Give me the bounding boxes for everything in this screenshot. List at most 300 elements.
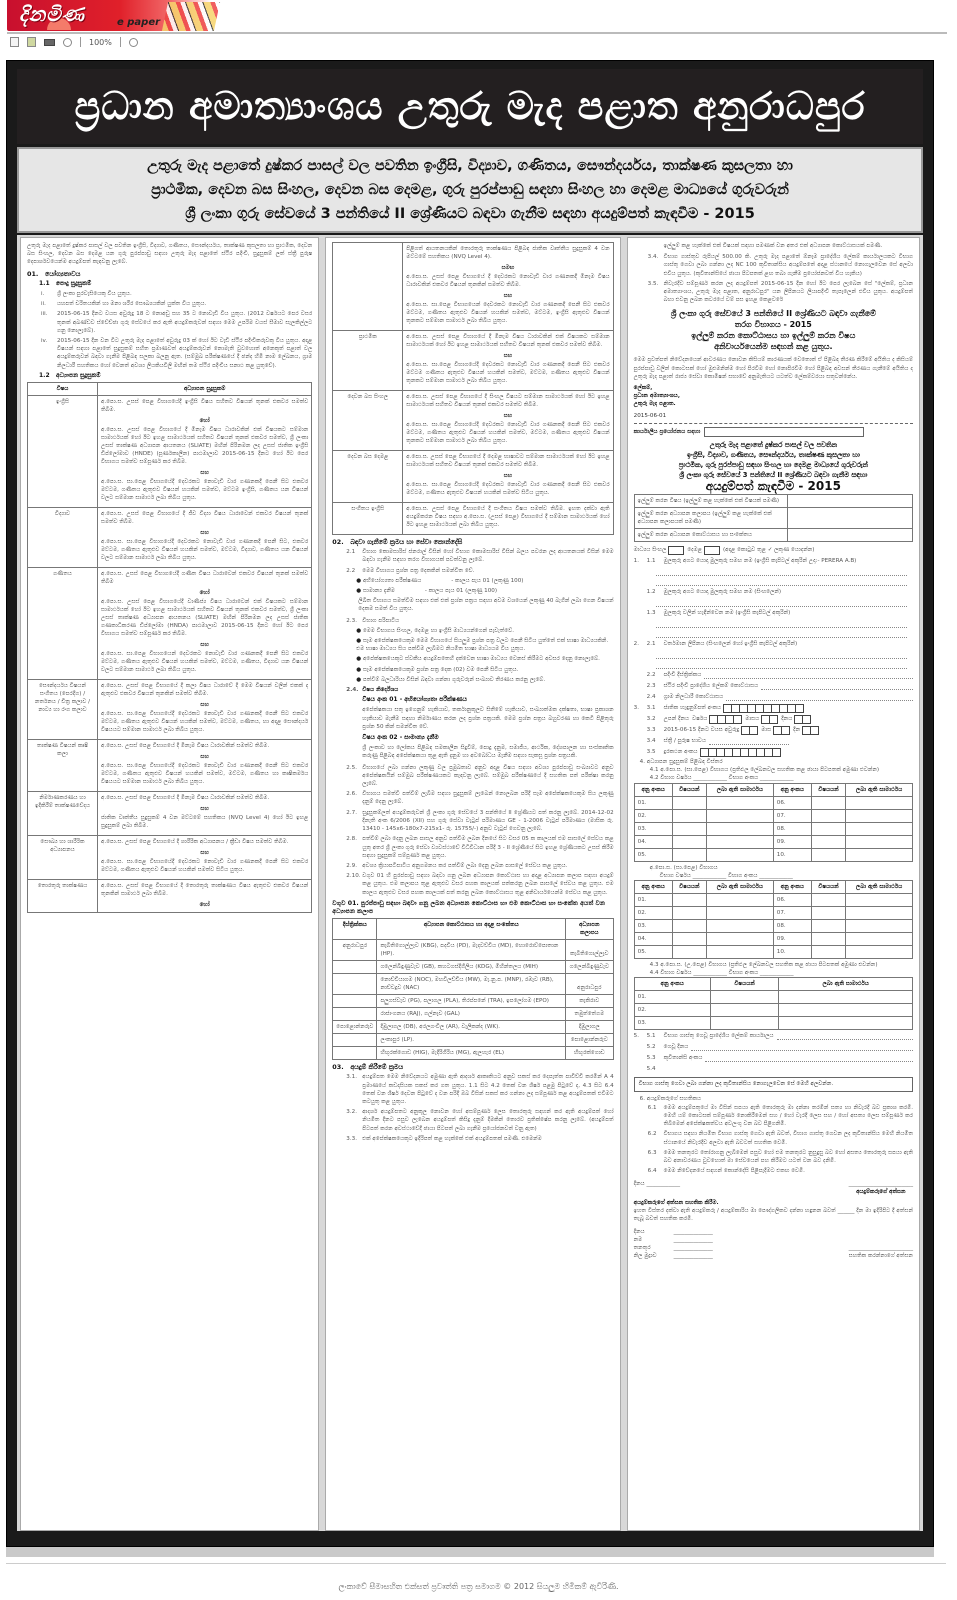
character-boxes[interactable] [701, 748, 781, 757]
qualification-text: අ.පො.ස. උසස් පෙළ විභාගයේදී ඉංග්‍රීසි විෂය සහිතව විෂයන් තුනක් එකවර සමත්ව තිබීම. [101, 399, 309, 414]
grade-input[interactable] [707, 933, 774, 946]
ol-results-table-2 [634, 880, 913, 959]
index-cell: 09. [773, 835, 811, 848]
table-header: ලබා ඇති සාමාර්ථය [846, 881, 913, 894]
form-field [634, 556, 913, 566]
qualification-text: අ.පො.ස. උසස් පෙළ විභාගයේදී වාණිජ්‍ය විෂය ධාරාවෙන් එක් විෂයකට සම්මාන සාමාර්ථයක් හෝ ඊට ඉහළ සාමාර්ථයක් සහිතව විෂයන් තුනක් එකවර සමත්ව, ශ්‍රී ලංකා උසස් තාක්ෂණ අධ්‍යාපන ආයතනය (SLIATE) මඟින් පිරිනමන ලද උසස් ජාතික ගණකාධිකරණ ඩිප්ලෝමා (HNDA) පාඨමාලාව 2015-06-15 දිනට හෝ ඊට පෙර විභාගය සමත්ව සම්පූර්ණ කර තිබීම. [101, 599, 309, 638]
table-row [28, 680, 312, 740]
qualification-text: අ.පො.ස. උසස් පෙළ විභාගයේදී ගණිත විෂය ධාරාවෙන් එකවර විෂයන් තුනක් සමත්ව තිබීම [101, 571, 309, 586]
district-cell [333, 995, 377, 1008]
subsection-heading: 1.1 පොදු සුදුසුකම් [39, 279, 92, 287]
index-cell: 07. [773, 809, 811, 822]
zoom-level: 100% [89, 37, 112, 47]
field-label: දුරකථන අංකය [663, 748, 698, 755]
item-number: 2.2 [346, 567, 356, 574]
item-text: මෙම විභාගය ප්‍රශ්න පත්‍ර දෙකකින් සමන්විත වේ. [362, 567, 475, 574]
column-3 [627, 237, 920, 1531]
site-header [0, 0, 957, 32]
office-use-label: කාර්යාලීය ප්‍රයෝජනය සඳහා [633, 428, 701, 435]
qualification-cell [98, 680, 312, 740]
grade-input[interactable] [707, 835, 774, 848]
subject-input[interactable] [672, 809, 706, 822]
attester-input-line[interactable]: ______________ [673, 1253, 713, 1260]
subject-input[interactable] [811, 835, 845, 848]
field-label: උපන් දිනය [663, 715, 690, 722]
input-cell[interactable] [787, 529, 912, 542]
table-row [634, 809, 912, 822]
second-sitting-label: අ.පො.ස. (සා.පෙළ) විභාගය [649, 864, 718, 871]
attester-field-label: නිල මුද්‍රාව [633, 1253, 657, 1260]
continued-text: ඉල්ලුම් කළ හැක්කේ එක් විෂයක් සඳහා පමණක් වන අතර එක් අධ්‍යාපන කොට්ඨාසයක් පමණි. [663, 243, 883, 249]
field-label: ස්ථිර පදිංචි ප්‍රාදේශීය ලේකම් කොට්ඨාසය [663, 682, 759, 689]
item-number: 3.4. [647, 254, 659, 261]
field-input-line[interactable] [656, 660, 907, 669]
qualification-cell [98, 836, 312, 880]
table-header: අධ්‍යාපන කොට්ඨාසය හා අදාළ සංකේතය [377, 919, 566, 940]
declaration-item [648, 1104, 913, 1129]
subject-cell: සෞන්දර්යය විෂයන් සංගීතය (පෙරදිග) / නර්තනය / චිත්‍ර කලාව / නාට්‍ය හා රංග කලාව [28, 680, 98, 740]
section-heading: 01. යෝග්‍යතාවය [27, 269, 81, 278]
qualification-text: අ.පො.ස. උසස් පෙළ විභාගයේ දී සංගීතය විෂය සමත්ව තිබීම. ඉහත දක්වා ඇති අයදුම්කරන විෂය සඳහා අ.පො.ස. (උසස් පෙළ) විභාගයේ දී සම්මාන සාමාර්ථයක් හෝ ඊට ඉහළ සාමාර්ථයක් ලබා තිබිය යුතුය. [406, 506, 610, 528]
field-subnumber: 3.5 [646, 748, 656, 755]
qualification-text: අ.පො.ස. උසස් පෙළ විභාගයේ දී දෙවරකට නොවැඩි වාර ගණනකදී මිනැම විෂය ධාරාවකින් එකවර විෂයන් තුනකින් සමත්ව තිබීම. [406, 274, 610, 288]
subject-input[interactable] [672, 920, 706, 933]
table-header: අනු අංකය [773, 881, 811, 894]
paper-name: සාමාන්‍ය දැනීම [362, 588, 395, 595]
subject-input[interactable] [672, 907, 706, 920]
conjunction: සහ [200, 806, 209, 813]
newspaper-stack-graphic [162, 2, 220, 31]
table-row [28, 568, 312, 680]
copyright-notice: ලංකාවේ සීමාසහිත එක්සත් ප්‍රවෘත්ති පත්‍ර සමාගම © 2012 සියලුම හිමිකම් ඇවිරිණි. [338, 1582, 619, 1591]
attestation-text: ඉහත විස්තර දක්වා ඇති අයදුම්කරු / අයදුම්කාරිය මා පෞද්ගලිකව දන්නා හඳුනන බවත් ______ දින මා ඉදිරිපිට දී අත්සන් තැබූ බවත් සහතික කරමි. [633, 1208, 913, 1223]
divisions-cell: ලංකාපුර (LP). [377, 1034, 566, 1047]
table-row [333, 391, 613, 451]
notice-line: තරග විභාගය - 2015 [734, 320, 812, 330]
input-cell[interactable] [787, 508, 912, 529]
index-cell: 01. [634, 991, 710, 1004]
table-row [634, 1004, 912, 1017]
box-group-label: මාසය [745, 715, 760, 722]
character-boxes[interactable] [710, 715, 742, 724]
subject-input[interactable] [672, 835, 706, 848]
field-label: ග්‍රාම නිලධාරී කොට්ඨාසය [663, 693, 724, 700]
field-label: මුලකුරු අගට යොදා මුලකුරු සමඟ නම (ඉංග්‍රීසි කැපිටල් අකුරින් උදා:- PERERA A.B) [663, 557, 857, 564]
section-heading: 02. බඳවා ගැනීමේ ක්‍රමය හා සේවා කොන්දේසි [332, 538, 463, 546]
item-text: එක් අපේක්ෂකයෙකුට ඉදිරිපත් කළ හැක්කේ එක් අයදුම්පතක් පමණි. එමෙන්ම [362, 1135, 542, 1142]
subject-input[interactable] [710, 1004, 779, 1017]
applicant-signature-label: අයදුම්කරුගේ අත්සන [856, 1188, 906, 1195]
grade-input[interactable] [779, 1017, 913, 1030]
attester-field-label: නම [633, 1236, 643, 1243]
subheading-line: ශ්‍රී ලංකා ගුරු සේවයේ 3 පන්තියේ II ශ්‍රේණියට බඳවා ගැනීම සඳහා අයදුම්පත් කැඳවීම - 2015 [185, 206, 755, 222]
index-cell: 02. [634, 907, 672, 920]
toolbar-separator [120, 37, 121, 47]
grade-input[interactable] [846, 796, 913, 809]
field-input-line[interactable] [704, 671, 913, 679]
attester-field [634, 1244, 713, 1252]
list-item [41, 337, 312, 370]
divisions-cell: දිඹුලාගල (DB), අරලගංවිල (AR), වැලිකන්ද (WK). [377, 1021, 566, 1034]
bullet-item: ● මෙම විභාගය සිංහල, දෙමළ හා ඉංග්‍රීසි මාධ්‍යයන්ගෙන් පැවැත්වේ. [356, 627, 613, 635]
subject-cell: ප්‍රාථමික [333, 331, 403, 391]
subject-input[interactable] [811, 809, 845, 822]
masthead-title: ප්‍රධාන අමාත්‍යාංශය උතුරු මැද පළාත අනුරාධපුර [74, 84, 866, 128]
field-input-line[interactable] [656, 629, 907, 638]
applicant-signature-row: දිනය ____________ _______________________ අයදුම්කරුගේ අත්සන [633, 1180, 913, 1195]
field-label: කුවිතාන්සි අංකය [663, 1055, 703, 1062]
item-text: මෙම තනතුරට තෝරාගනු ලැබීමෙන් පසුව හෝ එම තනතුරට නුසුදුසු බව හෝ අසත්‍ය තොරතුරු සපයා ඇති බව අනාවරණය වුවහොත් මා සේවයෙන් පහ කිරීමට යටත් වන බව දනිමි. [663, 1149, 913, 1165]
toolbar-separator [80, 37, 81, 47]
divisions-cell: හිඟුරක්ගොඩ (HIG), මැදිරිගිරිය (MG), ඇලහැර (EL) [377, 1047, 566, 1060]
index-cell: 04. [634, 835, 672, 848]
attester-field [634, 1252, 713, 1260]
notice-line: ශ්‍රී ලංකා ගුරු සේවයේ 3 පන්තියේ II ශ්‍රේණියට බඳවා ගැනීමේ [670, 309, 876, 319]
section-heading: 03. අයදුම් කිරීමේ ක්‍රමය [332, 1063, 404, 1072]
item-text: අයදුම්පත මෙම නිවේදනයට අමුණා ඇති ආදර්ශ ආකෘතියට අනුව සකස් කර දෙපැත්ත පාවිච්චි කරමින් A 4 ප්‍රමාණයේ කඩදාසියක සකස් කර ගත යුතුය. 1.1 සිට 4.2 තෙක් වන ශීර්ෂ පළමු පිටුවේ ද, 4.3 සිට 6.4 තෙක් වන ශීර්ෂ දෙවන පිටුවේ ද වන පරිදි ඔබ විසින් සකස් කර ගන්නා ලද සම්පූර්ණ කළ අයදුම්පතක් එවීමට කටයුතු කළ යුතුය. [362, 1074, 614, 1105]
box-group-label: වර්ෂය [692, 715, 708, 722]
subject-input[interactable] [672, 894, 706, 907]
item-text: යහපත් චරිතයකින් හා මනා ශරීර සෞඛ්‍යයකින් යුක්ත විය යුතුය. [57, 301, 207, 308]
qualification-cell [403, 243, 613, 331]
divisions-cell: රාජාංගනය (RAJ), ගල්නෑව (GAL) [377, 1008, 566, 1021]
page-bottom-scrollbar[interactable] [6, 1547, 934, 1557]
qualification-cell [98, 396, 312, 508]
medium-sinhala-checkbox[interactable] [669, 546, 684, 555]
subject-input[interactable] [710, 991, 779, 1004]
item-number: 2.5. [346, 764, 357, 771]
table-row [333, 243, 613, 331]
table-row [634, 933, 912, 946]
declaration-item [648, 1149, 913, 1165]
grade-input[interactable] [846, 822, 913, 835]
table-row [28, 508, 312, 568]
list-item [41, 300, 312, 308]
subject-cell: දෙවන බස දෙමළ [333, 451, 403, 503]
table-header: අධ්‍යාපන කලාපය [565, 919, 613, 940]
form-field [634, 703, 913, 713]
item-number: 6.1 [647, 1104, 657, 1111]
table-header: ලබා ඇති සාමාර්ථය [779, 978, 913, 991]
list-item [41, 290, 312, 298]
character-boxes[interactable] [803, 726, 819, 735]
item-number: iii. [41, 311, 48, 318]
subject-input[interactable] [811, 894, 845, 907]
attester-input-line[interactable]: ______________ [673, 1236, 713, 1243]
form-field [634, 670, 913, 680]
item-number: 2.8. [346, 836, 357, 843]
qualification-text: අ.පො.ස. උසස් පෙළ විභාගයේ දී දෙමළ භාෂාවට සම්මාන සාමාර්ථයක් හෝ ඊට ඉහළ සාමාර්ථයක් සහිතව විෂයන් තුනක් එකවර සමත්ව තිබීම. [406, 454, 610, 468]
receipt-paste-box[interactable]: විභාග ගාස්තු ගෙවා ලබා ගන්නා ලද කුවිතාන්සිය නොගැලවෙන සේ මෙහි අලවන්න. [634, 1077, 913, 1091]
field-input-line[interactable] [656, 598, 907, 607]
subject-input[interactable] [672, 946, 706, 959]
character-boxes[interactable] [742, 726, 758, 735]
masthead [17, 69, 923, 144]
form-field [634, 725, 913, 735]
qualification-text: ජාතික වෘත්තීය සුදුසුකම් 4 වන මට්ටමේ සහතිකය (NVQ Level 4) හෝ ඊට ඉහළ සුදුසුකම් ලබා තිබීම. [101, 815, 309, 830]
table-row [333, 451, 613, 503]
character-boxes[interactable] [795, 715, 811, 724]
zone-cell: දිඹුලාගල [565, 1021, 613, 1034]
table-row [333, 1021, 613, 1034]
qualification-text: අ.පො.ස. උසස් පෙළ විභාගයේ දී මිනැම විෂය ධාරාවකින් එක් විෂයකට සම්මාන සාමාර්ථයක් හෝ ඊට ඉහළ සාමාර්ථයක් සහිතව විෂයන් තුනක් එකවර සමත්ව, ශ්‍රී ලංකා උසස් තාක්ෂණ අධ්‍යාපන ආයතනය (SLIATE) මඟින් පිරිනමන ලද උසස් ජාතික ඉංග්‍රීසි ඩිප්ලෝමාව (HNDE) (පූර්ණකාලීන) පාඨමාලාව 2015-06-15 දිනට හෝ ඊට පෙර විභාගය සමත්ව සම්පූර්ණ කර තිබීම. [101, 427, 309, 466]
form-title: අයදුම්පත් කැඳවීම - 2015 [705, 478, 841, 493]
field-input-line[interactable] [709, 737, 789, 745]
form-field [634, 1031, 913, 1041]
exam-paper-item [356, 577, 613, 585]
field-input-line[interactable] [777, 1032, 913, 1040]
form-field [634, 736, 913, 746]
qualification-text: අ.පො.ස. සා.පෙළ විභාගයෙන් දෙවරකට නොවැඩි වාර ගණනකදී පෙනී සිට එකවර මට්ටම, ගණිතය ඇතුළුව විෂයන් හයකින් සමත්ව, මට්ටම, ඉංග්‍රීසි ඇතුළුව විෂයන් තුනකට සම්මාන සාමාර්ථ ලබා තිබිය යුතුය. [406, 302, 610, 324]
attester-field-label: තනතුර [633, 1244, 651, 1251]
item-text: ආදර්ශ අයදුම්පතට අනුකූල නොවන හෝ අසම්පූර්ණ ලෙස තොරතුරු සඳහන් කර ඇති අයදුම්පත් හෝ නියමිත දිනට පසුව ලැබෙන අයදුම්පත් කිසිදු දැනුම් දීමකින් තොරව ප්‍රතික්ෂේප කරනු ලැබේ. (අයදුම්පත් පිටපත් කරන අවස්ථාවේදී ඡායා පිටපත් ලබා ගැනීම ප්‍රයෝජනවත් වනු ඇත) [362, 1109, 614, 1132]
divisions-cell: පලුගස්වැව (PG), පලාගල (PLA), තිරප්පනේ (TRA), ඉපලෝගම (EPO) [377, 995, 566, 1008]
qualification-text: අ.පො.ස. සා.පෙළ විභාගයේදී දෙවරකට නොවැඩි වාර ගණනකදී පෙනී සිට එකවර මට්ටම, ගණිතය ඇතුළුව විෂයන් හයකින් සමත්ව සිටිය යුතුය. [406, 482, 610, 496]
table-row [634, 848, 912, 861]
dinamina-logo-banner[interactable] [7, 0, 212, 31]
item-text: අවශ්‍ය ක්‍රියාපටිපාටිය අනුගමනය කර පත්වීම් ලබා දෙනු ලබන පාසලේ සේවය කළ යුතුය. [362, 862, 568, 869]
index-cell: 03. [634, 920, 672, 933]
subject-cell: නිර්මාණකරණය හා ඉදිකිරීම් තාක්ෂණවේදය [28, 792, 98, 836]
list-item [41, 310, 312, 335]
field-input-line[interactable] [656, 577, 907, 586]
form-heading: උතුරු මැද පළාතේ දුෂ්කර පාසල් වල පවතින ඉංග්‍රීසි, විද්‍යාව, ගණිතය, සෞන්දර්යය, තාක්ෂණ කුසලතා හා ප්‍රාථමික, ගුරු පුරප්පාඩු සඳහා සිංහල හා දෙමළ මාධ්‍යයේ ගුරුවරුන් ශ්‍රී ලංකා ගුරු සේවයේ 3 පන්තියේ II ශ්‍රේණියට බඳවා ගැනීම සඳහා අයදුම්පත් කැඳවීම - 2015 [634, 440, 913, 490]
box-group-label: දින [793, 726, 801, 733]
field-label: විභාග ගාස්තු ගෙවූ ප්‍රාදේශීය ලේකම් කාර්යාලය [663, 1033, 774, 1040]
field-number: 2. [633, 640, 639, 647]
list-item [346, 862, 613, 870]
subject-cell [333, 243, 403, 331]
exam-paper-item [356, 587, 613, 595]
index-cell: 10. [773, 848, 811, 861]
field-input-line[interactable] [656, 567, 907, 576]
grade-input[interactable] [707, 920, 774, 933]
subject-input[interactable] [811, 822, 845, 835]
save-icon[interactable] [27, 37, 36, 47]
item-text: පත්වීම් ලබා දෙනු ලබන පාසල අනුව පත්වීම ලබන දිනයේ සිට වසර 05 ක කාලයක් එම පාසලේ සේවය කළ යුතු අතර ශ්‍රී ලංකා ගුරු සේවා ව්‍යවස්ථාවේ විධිවිධාන පරිදි 3 - II ශ්‍රේණියේ සිට ඉහළ ශ්‍රේණියකට උසස් කිරීම සඳහා සුදුසුකම් සම්පූර්ණ කළ යුතුය. [362, 836, 614, 859]
attester-input-line[interactable]: ______________ [673, 1244, 713, 1251]
field-input-line[interactable] [705, 1054, 913, 1062]
zone-cell: පොළොන්නරුව [565, 1034, 613, 1047]
signatory-line: ප්‍රධාන අමාත්‍යාංශය, [633, 393, 680, 400]
subject-input[interactable] [811, 933, 845, 946]
grade-input[interactable] [707, 822, 774, 835]
list-item [648, 253, 913, 278]
subject-input[interactable] [811, 920, 845, 933]
field-subnumber: 2.3 [646, 682, 656, 689]
footer-divider [6, 1563, 946, 1564]
item-text: මෙම අයදුම්පතුයේ මා විසින් සපයා ඇති තොරතුරු මා දන්නා තරමින් සත්‍ය හා නිවැරදි බව ප්‍රකාශ කරමි. මෙහි යම් කොටසක් සම්පූර්ණ නොකිරීමෙන් සහ / හෝ වැරදි ලෙස සහ / හෝ අසත්‍ය ලෙස සම්පූර්ණ කර තිබීමෙන් අපේක්ෂකත්වය අවලංගු වන බව පිළිගනිමි. [663, 1104, 913, 1128]
index-cell: 10. [773, 946, 811, 959]
grade-input[interactable] [707, 946, 774, 959]
medium-tamil-checkbox[interactable] [705, 546, 720, 555]
field-input-line[interactable] [656, 619, 907, 628]
field-input-line[interactable] [691, 1043, 913, 1051]
grade-input[interactable] [707, 848, 774, 861]
form-field [634, 714, 913, 724]
subject-cell: ඉංග්‍රීසි [28, 396, 98, 508]
table-row [28, 396, 312, 508]
subject-input[interactable] [672, 822, 706, 835]
qualification-cell [98, 740, 312, 792]
column-1 [20, 237, 319, 1531]
field-input-line[interactable] [656, 650, 907, 659]
form-field [634, 1064, 913, 1074]
subject-input[interactable] [811, 848, 845, 861]
item-number: iv. [41, 338, 48, 345]
input-cell[interactable] [787, 495, 912, 508]
form-field [634, 587, 913, 597]
grade-input[interactable] [846, 894, 913, 907]
notice-line: අනිවාර්යයෙන්ම සඳහන් කළ යුතුය. [714, 342, 833, 352]
attester-field [634, 1228, 713, 1236]
table-row [333, 503, 613, 535]
zoom-out-icon[interactable] [129, 38, 138, 47]
field-subnumber: 1.1 [646, 557, 656, 564]
item-number: 3.2. [346, 1109, 357, 1116]
zone-cell: කැබිතිගොල්ලෑව [565, 940, 613, 961]
table-header: විෂයයන් [811, 881, 845, 894]
qualification-cell [403, 391, 613, 451]
grade-input[interactable] [846, 946, 913, 959]
grade-input[interactable] [779, 1004, 913, 1017]
item-text: ශ්‍රී ලංකා පුරවැසියෙකු විය යුතුය. [57, 291, 132, 298]
list-item [346, 1108, 613, 1133]
item-number: 2.10. [346, 873, 361, 880]
table-row [333, 974, 613, 995]
qualification-text: අ.පො.ස. උසස් පෙළ විභාගයේ දී කලා විෂය ධාරාවේ දී මෙම විෂයන් වලින් එකක් ද ඇතුළුව එකවර විෂයන් තුනකින් සමත්ව තිබීම. [101, 683, 309, 698]
grade-input[interactable] [846, 809, 913, 822]
field-subnumber: 5.4 [646, 1066, 656, 1073]
field-subnumber: 2.2 [646, 671, 656, 678]
subsection-2-3: 2.3. විභාග පරිපාටිය [346, 617, 400, 624]
divisions-cell: ගලෙන්බිඳුණුවැව (GB), කහටගස්දිගිලිය (KDG), මිහින්තලය (MIH) [377, 961, 566, 974]
grade-input[interactable] [846, 848, 913, 861]
grade-input[interactable] [846, 907, 913, 920]
attester-field [634, 1236, 713, 1244]
item-text: 2015-06-15 දිනට වයස අවුරුදු 18 ට නොඅඩු සහ 35 ට නොවැඩි විය යුතුය. (2012 වර්ෂයට පෙර වසර තුනක් අඛණ්ඩව ස්වේච්ඡා ගුරු සේවයේ කර ඇති අයදුම්කරුවන් සඳහා මෙම උපරිම වයස් සීමාව සැලකිල්ලට ගනු නොලැබේ). [57, 311, 313, 334]
item-number: 6.2 [647, 1131, 657, 1138]
field-number: 3. [633, 704, 639, 711]
zone-cell: ගලෙන්බිඳුණුවැව [565, 961, 613, 974]
table-header: අනු අංකය [773, 783, 811, 796]
table-row [634, 1017, 912, 1030]
table-row [634, 822, 912, 835]
s44-label: 4.4 විභාග වර්ෂය ____________ විභාග අංකය ____________ [649, 970, 794, 977]
grade-input[interactable] [846, 920, 913, 933]
grade-input[interactable] [707, 894, 774, 907]
field-input-line[interactable] [726, 693, 913, 701]
conjunction: සහ [503, 413, 513, 419]
general-qualifications-list [27, 290, 312, 370]
grade-input[interactable] [779, 991, 913, 1004]
office-use-box[interactable] [704, 427, 864, 437]
conjunction: සමඟ [501, 265, 515, 271]
table-header-row [634, 783, 912, 796]
subject-input[interactable] [710, 1017, 779, 1030]
form-field [634, 1042, 913, 1052]
qualification-text: අ.පො.ස. සා.පෙළ විභාගයේදී දෙවරකට නොවැඩි වාර ගණනකදී පෙනී සිට එකවර මට්ටම, ගණිතය ඇතුළුව විෂයන් හයකින් සමත්ව, මට්ටම ඉංග්‍රීසි, ගණිතය යන විෂයන් වලට සම්මාන සාමාර්ථ ලබා තිබිය යුතුය. [101, 479, 309, 502]
index-cell: 05. [634, 946, 672, 959]
conjunction: සහ [200, 754, 209, 761]
form-field [634, 747, 913, 757]
subject-input[interactable] [811, 907, 845, 920]
subject-input[interactable] [672, 796, 706, 809]
item-text: සුදුසුකම්ලත් අයදුම්කරුවන් ශ්‍රී ලංකා ගුරු සේවයේ 3 පන්තියේ II ශ්‍රේණියට පත් කරනු ලැබේ. 2014-12-02 දිනැති අංක 6/2006 (XII) සහ ගුරු සේවා වැටුප් පරිමාණය GE - 1-2006 වැටුප් පරිමාණය (මාසික රු. 13410 - 145x6-180x7-215x1- රු. 15755/-) අනුව වැටුප් ගෙවනු ලැබේ. [362, 809, 614, 833]
page-icon[interactable] [10, 37, 19, 47]
form-field [634, 608, 913, 618]
item-number: 3.1. [346, 1074, 357, 1081]
field-subnumber: 5.2 [646, 1044, 656, 1051]
grade-input[interactable] [846, 933, 913, 946]
table-header: දිස්ත්‍රික්කය [333, 919, 377, 940]
bullet-item: ● සෑම අපේක්ෂකයෙකුම ප්‍රශ්න පත්‍ර දෙක (02) වම පෙනී සිටිය යුතුය. [356, 666, 613, 674]
district-cell [333, 961, 377, 974]
table-row [634, 835, 912, 848]
field-label: වර්තමාන ලිපිනය (සිංහලෙන් හෝ ඉංග්‍රීසි කැපිටල් අකුරින්) [663, 640, 798, 647]
qualification-text: අ.පො.ස. උසස් පෙළ විභාගයේ දී මිනැම විෂය ධාරාවකින් සමත්ව තිබීම. [101, 795, 270, 802]
character-boxes[interactable] [774, 726, 790, 735]
zone-cell: හිඟුරක්ගොඩ [565, 1047, 613, 1060]
district-cell [333, 1047, 377, 1060]
application-choice-table: ඉල්ලුම් කරන විෂය (ඉල්ලුම් කළ හැක්කේ එක් විෂයක් පමණි) ඉල්ලුම් කරන අධ්‍යාපන කලාපය (ඉල්ලුම් කළ හැක්කේ එක් අධ්‍යාපන කලාපයක් පමණි) ඉල්ලුම් කරන අධ්‍යාපන කොට්ඨාසය හා සංකේතය [634, 494, 913, 542]
subject-input[interactable] [672, 848, 706, 861]
field-input-line[interactable] [761, 682, 913, 690]
viewer-toolbar [10, 35, 138, 49]
index-cell: 06. [773, 894, 811, 907]
zone-cell: තඹුත්තේගම [565, 1008, 613, 1021]
subject-cell: සංගීතය ඉංග්‍රීසි [333, 503, 403, 535]
subject-cell: තාක්ෂණ විෂයන් කෘෂි කලා [28, 740, 98, 792]
paper-detail: - කාලය පැය 01 (ලකුණු 100) [451, 577, 524, 584]
print-icon[interactable] [44, 39, 55, 46]
papers-note: ලිඛිත විභාගය සමත්වීම සඳහා එක් එක් ප්‍රශ්න පත්‍රය සඳහා අවම වශයෙන් ලකුණු 40 බැගින් ලබා ගෙන විෂයන් දෙකම සමත් විය යුතුය. [358, 598, 614, 613]
subject-input[interactable] [811, 796, 845, 809]
grade-input[interactable] [707, 809, 774, 822]
attester-input-line[interactable]: ______________ [673, 1228, 713, 1235]
character-boxes[interactable] [762, 715, 778, 724]
attestation-title: අයදුම්කරුගේ අත්සන සහතික කිරීම. [633, 1199, 719, 1206]
field-subnumber: 3.4 [646, 737, 656, 744]
conjunction: සහ [503, 473, 513, 479]
qualification-cell [98, 508, 312, 568]
grade-input[interactable] [707, 907, 774, 920]
character-boxes[interactable] [724, 704, 804, 713]
intro-paragraph: උතුරු මැද පළාතේ දුෂ්කර පාසල් වල පවතින ඉංග්‍රීසි, විද්‍යාව, ගණිතය, සෞන්දර්යය, තාක්ෂණ කුසලතා හා ප්‍රාථමික, දෙවන බස සිංහල, දෙවන බස දෙමළ යන ගුරු පුරප්පාඩු සඳහා උතුරු මැද පළාතේ ස්ථිර පදිංචි, සුදුසුකම් ලත් ස්ත්‍රී පුරුෂ දෙපාර්ශවයෙන්ම අයදුම්පත් කැඳවනු ලැබේ. [27, 243, 313, 266]
divisions-cell: කැබිතිගොල්ලෑව (KBG), පදවිය (PD), මැදවච්චිය (MD), හොරොව්පොතාන (HP). [377, 940, 566, 961]
grade-input[interactable] [846, 835, 913, 848]
education-divisions-table [332, 918, 613, 1060]
qualification-cell [403, 451, 613, 503]
qualification-text: අ.පො.ස. උසස් පෙළ විභාගයේ දී ශාරීරික අධ්‍යාපනය / ක්‍රීඩා විෂය සමත්ව තිබීම. [101, 839, 289, 846]
section-4-label: 4. අධ්‍යාපන සුදුසුකම් පිළිබඳ විස්තර [639, 759, 723, 766]
notice-paragraph: මෙම ප්‍රවත්පත් නිවේදනයෙන් ආවරණය නොවන කිසියම් කාරණයක් වෙතොත් ඒ පිළිබඳ තීරණ කිරීමේ අයිතිය ද කිසියම් පුරප්පාඩු වලින් කොටසක් හෝ මුළුමනින්ම හෝ පිරවීම හෝ නොපිරවීම හෝ පිළිබඳ අවසන් තීරණය ගැනීමේ අයිතිය ද උතුරු මැද පළාත් රාජ්‍ය සේවා කොමිෂන් සභාවේ අනුමැතියට යටත්ව ලේකම්වරයා සතුවන්නේය. [633, 357, 913, 380]
subject-input[interactable] [811, 946, 845, 959]
qualifications-table [27, 382, 312, 913]
grade-input[interactable] [707, 796, 774, 809]
subject-input[interactable] [672, 933, 706, 946]
table-row [634, 946, 912, 959]
cut-line [634, 423, 913, 424]
conjunction: සහ [200, 530, 209, 537]
subject-cell: තොරතුරු තාක්ෂණය [28, 880, 98, 913]
zoom-in-icon[interactable] [63, 38, 72, 47]
index-cell: 01. [634, 894, 672, 907]
index-cell: 05. [634, 848, 672, 861]
field-label: මුලකුරු අගට යොදා මුලකුරු සමඟ නම (සිංහලෙන්) [663, 588, 782, 595]
epaper-label: e paper [117, 17, 161, 28]
table-row [634, 920, 912, 933]
